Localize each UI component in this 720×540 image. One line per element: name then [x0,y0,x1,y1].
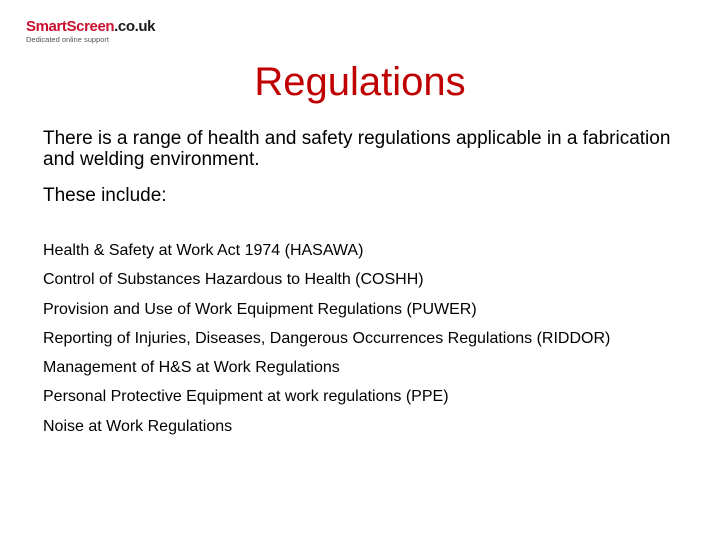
regulation-item: Personal Protective Equipment at work regulations (PPE) [43,388,449,406]
logo-domain: .co.uk [114,18,156,35]
includes-label: These include: [43,185,167,206]
slide-title [0,56,720,108]
intro-paragraph: There is a range of health and safety regulations applicable in a fabrication and welding environment. [43,128,671,170]
regulation-item: Reporting of Injuries, Diseases, Dangerous Occurrences Regulations (RIDDOR) [43,329,611,347]
smartscreen-logo [26,19,166,49]
regulation-item: Provision and Use of Work Equipment Regulations (PUWER) [43,300,477,318]
logo-tagline: Dedicated online support [26,35,109,44]
logo-brand: SmartScreen [26,18,115,35]
regulation-item: Health & Safety at Work Act 1974 (HASAWA) [43,242,364,259]
regulation-item: Noise at Work Regulations [43,417,233,435]
logo-wordmark [26,19,166,35]
regulation-item: Control of Substances Hazardous to Health (COSHH) [43,271,424,289]
slide-title-text: Regulations [254,60,466,104]
regulations-list [43,236,703,441]
regulation-item: Management of H&S at Work Regulations [43,359,340,377]
